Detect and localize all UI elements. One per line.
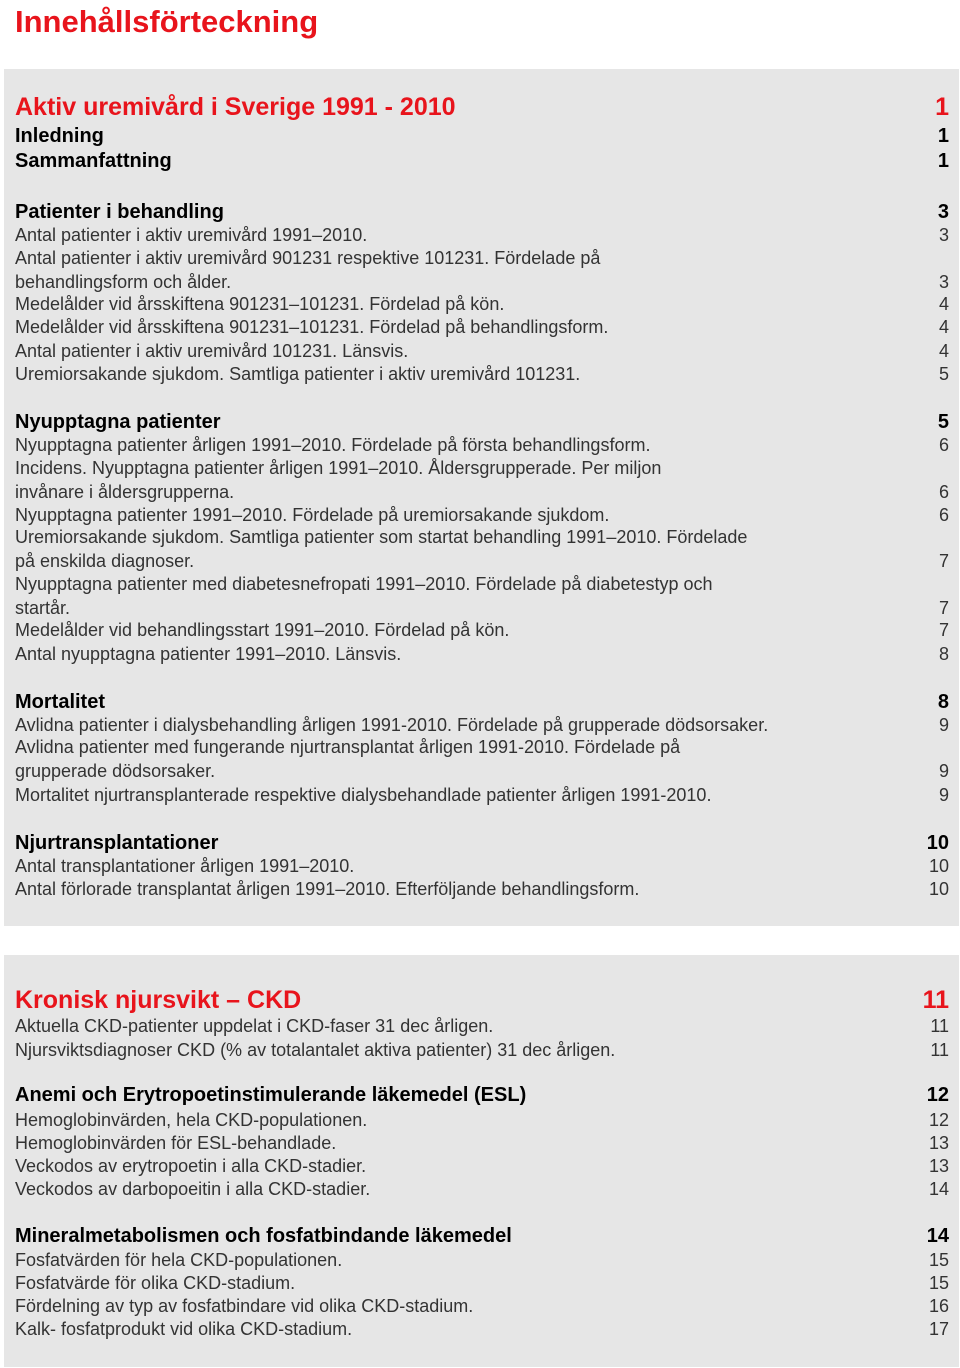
entry-page-number: 6	[938, 435, 949, 455]
entry-title-line: Avlidna patienter i dialysbehandling årligen 1991-2010. Fördelade på grupperade dödsorsaker.	[15, 715, 769, 735]
entry-page-number: 3	[937, 201, 949, 223]
entry-title-line: Kronisk njursvikt – CKD	[15, 986, 302, 1014]
entry-page-number: 1	[937, 125, 949, 147]
toc-part[interactable]	[15, 985, 949, 1015]
toc-entry[interactable]	[15, 1015, 949, 1039]
entry-page-number: 17	[928, 1319, 949, 1339]
entry-title-line: Mortalitet njurtransplanterade respektive dialysbehandlade patienter årligen 1991-2010.	[15, 785, 712, 805]
entry-title-line: Inledning	[15, 125, 104, 147]
entry-page-number: 15	[928, 1250, 949, 1270]
entry-page-number: 14	[926, 1225, 949, 1247]
entry-page-number: 10	[926, 832, 949, 854]
toc-heading[interactable]	[15, 200, 949, 224]
toc-part[interactable]	[15, 92, 949, 122]
entry-page-number: 6	[938, 481, 949, 502]
entry-title-line: Mortalitet	[15, 691, 105, 713]
toc-entry[interactable]	[15, 1155, 949, 1179]
entry-page-number: 9	[938, 760, 949, 781]
entry-title-line: Fosfatvärden för hela CKD-populationen.	[15, 1250, 343, 1270]
entry-title-line: Aktuella CKD-patienter uppdelat i CKD-faser 31 dec årligen.	[15, 1016, 494, 1036]
entry-title-line: Kalk- fosfatprodukt vid olika CKD-stadium.	[15, 1319, 353, 1339]
toc-entry[interactable]	[15, 363, 949, 387]
entry-title-line: Antal patienter i aktiv uremivård 101231. Länsvis.	[15, 341, 409, 361]
entry-page-number: 6	[938, 505, 949, 525]
toc-entry[interactable]	[15, 526, 949, 573]
entry-page-number: 4	[938, 317, 949, 337]
entry-title-line: Nyupptagna patienter med diabetesnefropati 1991–2010. Fördelade på diabetestyp och	[15, 574, 713, 594]
entry-title-line: Patienter i behandling	[15, 201, 224, 223]
entry-page-number: 7	[938, 550, 949, 571]
entry-title-line: Hemoglobinvärden, hela CKD-populationen.	[15, 1110, 368, 1130]
entry-title-line: Antal nyupptagna patienter 1991–2010. Länsvis.	[15, 644, 402, 664]
entry-title-line: Fosfatvärde för olika CKD-stadium.	[15, 1273, 296, 1293]
toc-entry[interactable]	[15, 316, 949, 340]
entry-page-number: 16	[928, 1296, 949, 1316]
entry-title-line: Incidens. Nyupptagna patienter årligen 1991–2010. Åldersgrupperade. Per miljon	[15, 458, 662, 478]
entry-title-line: startår.	[15, 597, 71, 618]
toc-entry[interactable]	[15, 457, 949, 504]
page-title: Innehållsförteckning	[15, 4, 319, 39]
entry-page-number: 11	[930, 1016, 949, 1036]
toc-entry[interactable]	[15, 619, 949, 643]
entry-title-line: Medelålder vid årsskiftena 901231–101231. Fördelad på behandlingsform.	[15, 317, 609, 337]
toc-entry[interactable]	[15, 1109, 949, 1133]
toc-heading[interactable]	[15, 1083, 949, 1107]
entry-title-line: Anemi och Erytropoetinstimulerande läkemedel (ESL)	[15, 1084, 527, 1106]
toc-heading[interactable]	[15, 410, 949, 434]
toc-entries	[4, 69, 959, 926]
toc-entry[interactable]	[15, 736, 949, 783]
toc-heading[interactable]	[15, 831, 949, 855]
toc-entry[interactable]	[15, 878, 949, 902]
entry-page-number: 5	[938, 364, 949, 384]
toc-entry[interactable]	[15, 1318, 949, 1342]
entry-page-number: 11	[922, 986, 949, 1014]
entry-page-number: 10	[928, 856, 949, 876]
entry-title-line: Nyupptagna patienter	[15, 411, 221, 433]
entry-page-number: 9	[938, 715, 949, 735]
toc-entry[interactable]	[15, 1132, 949, 1156]
toc-entry[interactable]	[15, 1295, 949, 1319]
entry-title-line: Hemoglobinvärden för ESL-behandlade.	[15, 1133, 337, 1153]
entry-title-line: Veckodos av erytropoetin i alla CKD-stadier.	[15, 1156, 367, 1176]
entry-page-number: 10	[928, 879, 949, 899]
entry-title-line: Avlidna patienter med fungerande njurtransplantat årligen 1991-2010. Fördelade på	[15, 737, 681, 757]
entry-title-line: Antal patienter i aktiv uremivård 901231 respektive 101231. Fördelade på	[15, 248, 601, 268]
toc-heading[interactable]	[15, 690, 949, 714]
entry-title-line: Njurtransplantationer	[15, 832, 219, 854]
entry-page-number: 13	[928, 1156, 949, 1176]
toc-entries	[4, 955, 959, 1367]
entry-title-line: Medelålder vid årsskiftena 901231–101231. Fördelad på kön.	[15, 294, 505, 314]
entry-title-line: Fördelning av typ av fosfatbindare vid olika CKD-stadium.	[15, 1296, 474, 1316]
toc-entry[interactable]	[15, 1249, 949, 1273]
toc-entry[interactable]	[15, 434, 949, 458]
entry-page-number: 4	[938, 294, 949, 314]
toc-entry[interactable]	[15, 504, 949, 528]
toc-panel-ckd	[4, 955, 959, 1367]
entry-page-number: 1	[937, 150, 949, 172]
toc-entry[interactable]	[15, 1272, 949, 1296]
toc-heading[interactable]	[15, 124, 949, 148]
entry-page-number: 3	[938, 225, 949, 245]
toc-entry[interactable]	[15, 1178, 949, 1202]
toc-entry[interactable]	[15, 224, 949, 248]
entry-page-number: 5	[937, 411, 949, 433]
entry-page-number: 4	[938, 341, 949, 361]
entry-page-number: 12	[926, 1084, 949, 1106]
entry-page-number: 3	[938, 271, 949, 292]
entry-title-line: Uremiorsakande sjukdom. Samtliga patienter i aktiv uremivård 101231.	[15, 364, 581, 384]
entry-page-number: 8	[938, 644, 949, 664]
toc-entry[interactable]	[15, 293, 949, 317]
toc-entry[interactable]	[15, 1039, 949, 1063]
entry-page-number: 8	[937, 691, 949, 713]
entry-title-line: Aktiv uremivård i Sverige 1991 - 2010	[15, 93, 456, 121]
entry-title-line: grupperade dödsorsaker.	[15, 760, 216, 781]
entry-title-line: Mineralmetabolismen och fosfatbindande läkemedel	[15, 1225, 512, 1247]
toc-entry[interactable]	[15, 643, 949, 667]
entry-title-line: invånare i åldersgrupperna.	[15, 481, 235, 502]
entry-title-line: behandlingsform och ålder.	[15, 271, 232, 292]
entry-page-number: 7	[938, 597, 949, 618]
toc-panel-uremivard	[4, 69, 959, 926]
entry-title-line: Veckodos av darbopoeitin i alla CKD-stadier.	[15, 1179, 371, 1199]
entry-page-number: 11	[930, 1040, 949, 1060]
entry-page-number: 14	[928, 1179, 949, 1199]
entry-page-number: 13	[928, 1133, 949, 1153]
entry-title-line: Antal förlorade transplantat årligen 1991–2010. Efterföljande behandlingsform.	[15, 879, 640, 899]
toc-entry[interactable]	[15, 247, 949, 294]
entry-title-line: Medelålder vid behandlingsstart 1991–2010. Fördelad på kön.	[15, 620, 510, 640]
toc-heading[interactable]	[15, 149, 949, 173]
toc-entry[interactable]	[15, 714, 949, 738]
toc-entry[interactable]	[15, 784, 949, 808]
entry-title-line: på enskilda diagnoser.	[15, 550, 195, 571]
entry-page-number: 9	[938, 785, 949, 805]
entry-title-line: Uremiorsakande sjukdom. Samtliga patienter som startat behandling 1991–2010. Fördelade	[15, 527, 748, 547]
toc-entry[interactable]	[15, 573, 949, 620]
toc-heading[interactable]	[15, 1224, 949, 1248]
entry-page-number: 7	[938, 620, 949, 640]
entry-page-number: 1	[935, 93, 949, 121]
entry-title-line: Antal transplantationer årligen 1991–2010.	[15, 856, 355, 876]
toc-entry[interactable]	[15, 855, 949, 879]
entry-title-line: Nyupptagna patienter 1991–2010. Fördelade på uremiorsakande sjukdom.	[15, 505, 610, 525]
toc-entry[interactable]	[15, 340, 949, 364]
entry-page-number: 15	[928, 1273, 949, 1293]
entry-title-line: Antal patienter i aktiv uremivård 1991–2010.	[15, 225, 368, 245]
entry-title-line: Njursviktsdiagnoser CKD (% av totalantalet aktiva patienter) 31 dec årligen.	[15, 1040, 616, 1060]
entry-title-line: Nyupptagna patienter årligen 1991–2010. Fördelade på första behandlingsform.	[15, 435, 651, 455]
entry-page-number: 12	[928, 1110, 949, 1130]
entry-title-line: Sammanfattning	[15, 150, 172, 172]
